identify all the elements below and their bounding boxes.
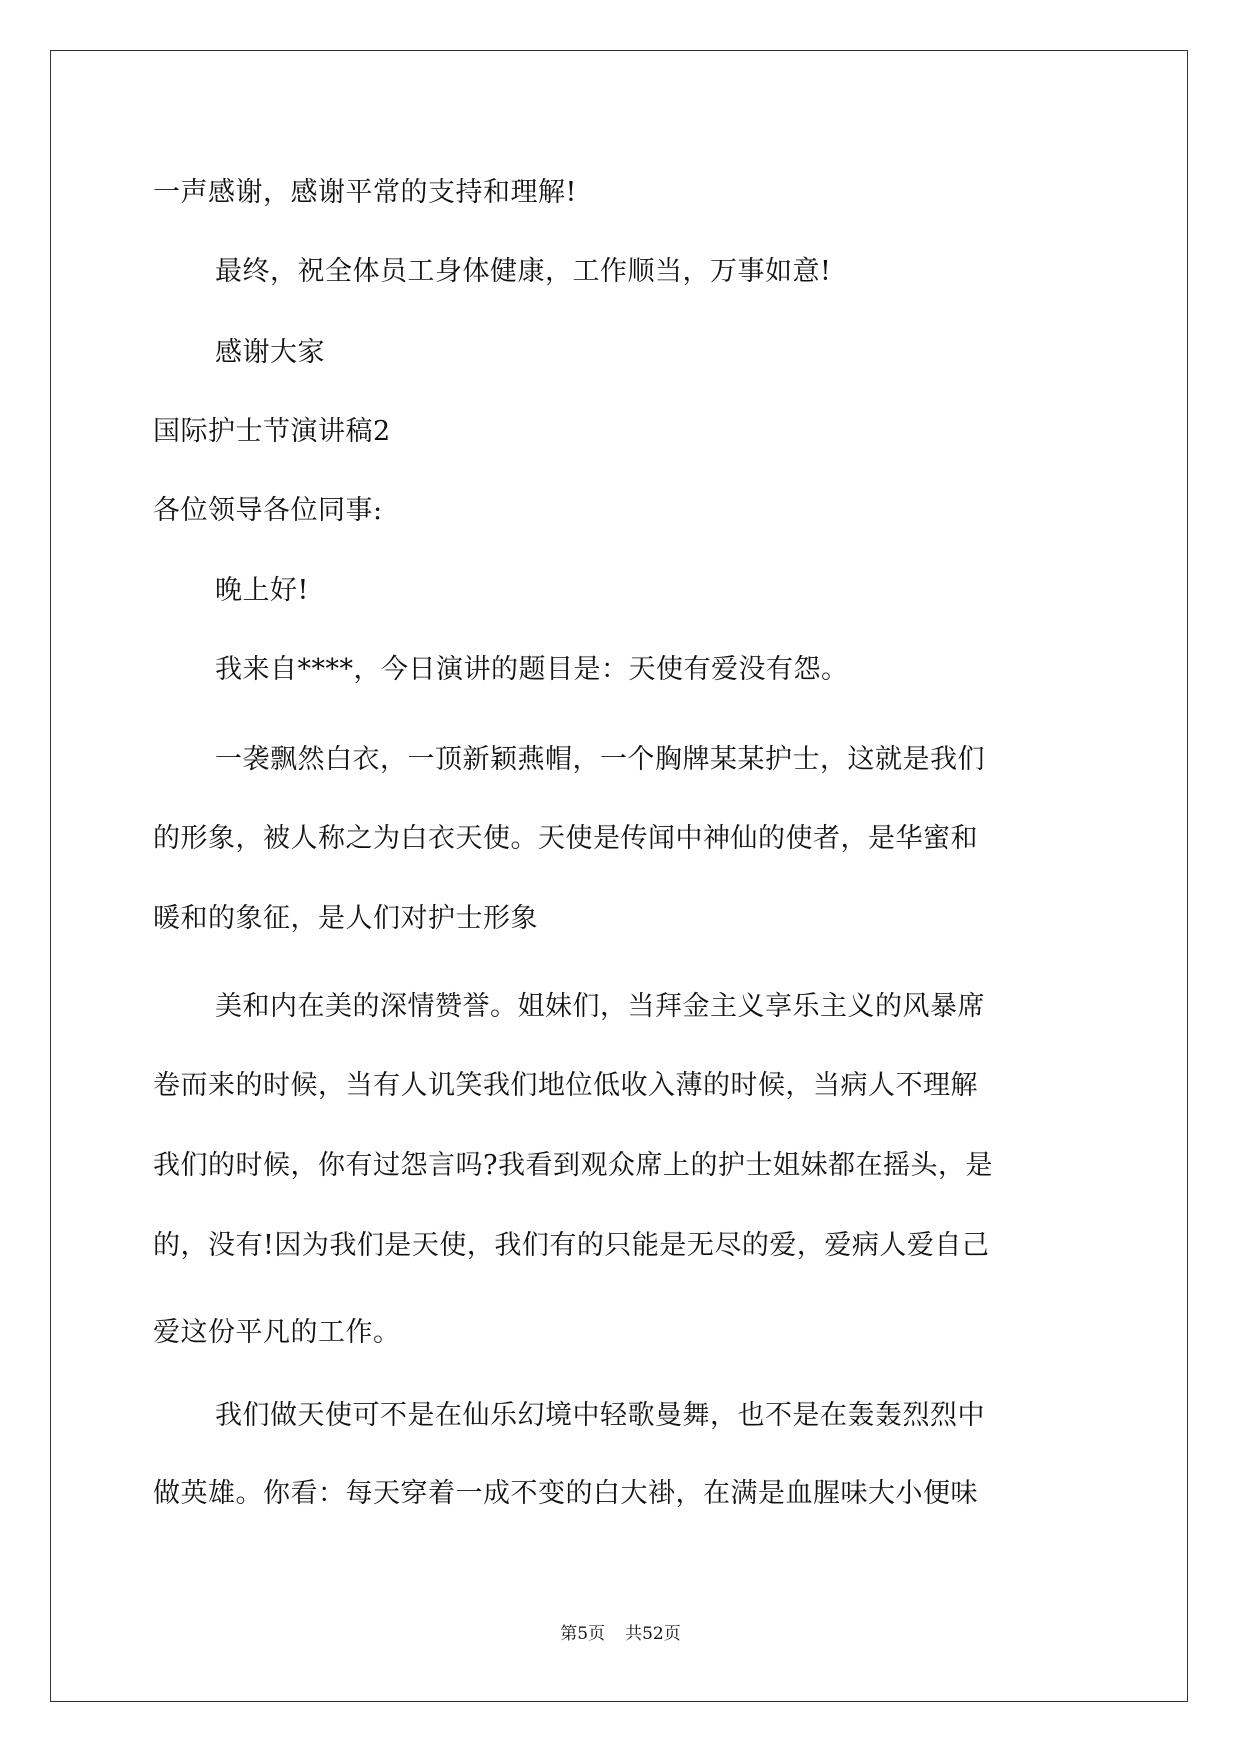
paragraph-line: 晚上好!	[215, 575, 309, 606]
paragraph-line: 我们做天使可不是在仙乐幻境中轻歌曼舞，也不是在轰轰烈烈中	[215, 1400, 985, 1431]
paragraph-line: 感谢大家	[215, 337, 325, 368]
paragraph-line: 一声感谢，感谢平常的支持和理解!	[153, 177, 577, 208]
paragraph-line: 我来自****，今日演讲的题目是：天使有爱没有怨。	[215, 654, 849, 685]
page-number: 第5页	[560, 1624, 606, 1644]
paragraph-line: 暖和的象征，是人们对护士形象	[153, 903, 538, 934]
paragraph-line: 卷而来的时候，当有人讥笑我们地位低收入薄的时候，当病人不理解	[153, 1070, 978, 1101]
page-footer	[0, 1623, 1241, 1645]
paragraph-line: 最终，祝全体员工身体健康，工作顺当，万事如意!	[215, 256, 832, 287]
paragraph-line: 爱这份平凡的工作。	[153, 1317, 401, 1348]
paragraph-line: 做英雄。你看：每天穿着一成不变的白大褂，在满是血腥味大小便味	[153, 1478, 978, 1509]
paragraph-line: 我们的时候，你有过怨言吗?我看到观众席上的护士姐妹都在摇头，是	[153, 1150, 993, 1181]
paragraph-line: 一袭飘然白衣，一顶新颖燕帽，一个胸牌某某护士，这就是我们	[215, 744, 985, 775]
page-border	[50, 50, 1188, 1702]
page-total: 共52页	[625, 1624, 681, 1644]
section-heading: 国际护士节演讲稿2	[153, 416, 391, 447]
paragraph-line: 美和内在美的深情赞誉。姐妹们，当拜金主义享乐主义的风暴席	[215, 991, 985, 1022]
salutation: 各位领导各位同事:	[153, 495, 383, 526]
paragraph-line: 的形象，被人称之为白衣天使。天使是传闻中神仙的使者，是华蜜和	[153, 823, 978, 854]
paragraph-line: 的，没有!因为我们是天使，我们有的只能是无尽的爱，爱病人爱自己	[153, 1230, 990, 1261]
